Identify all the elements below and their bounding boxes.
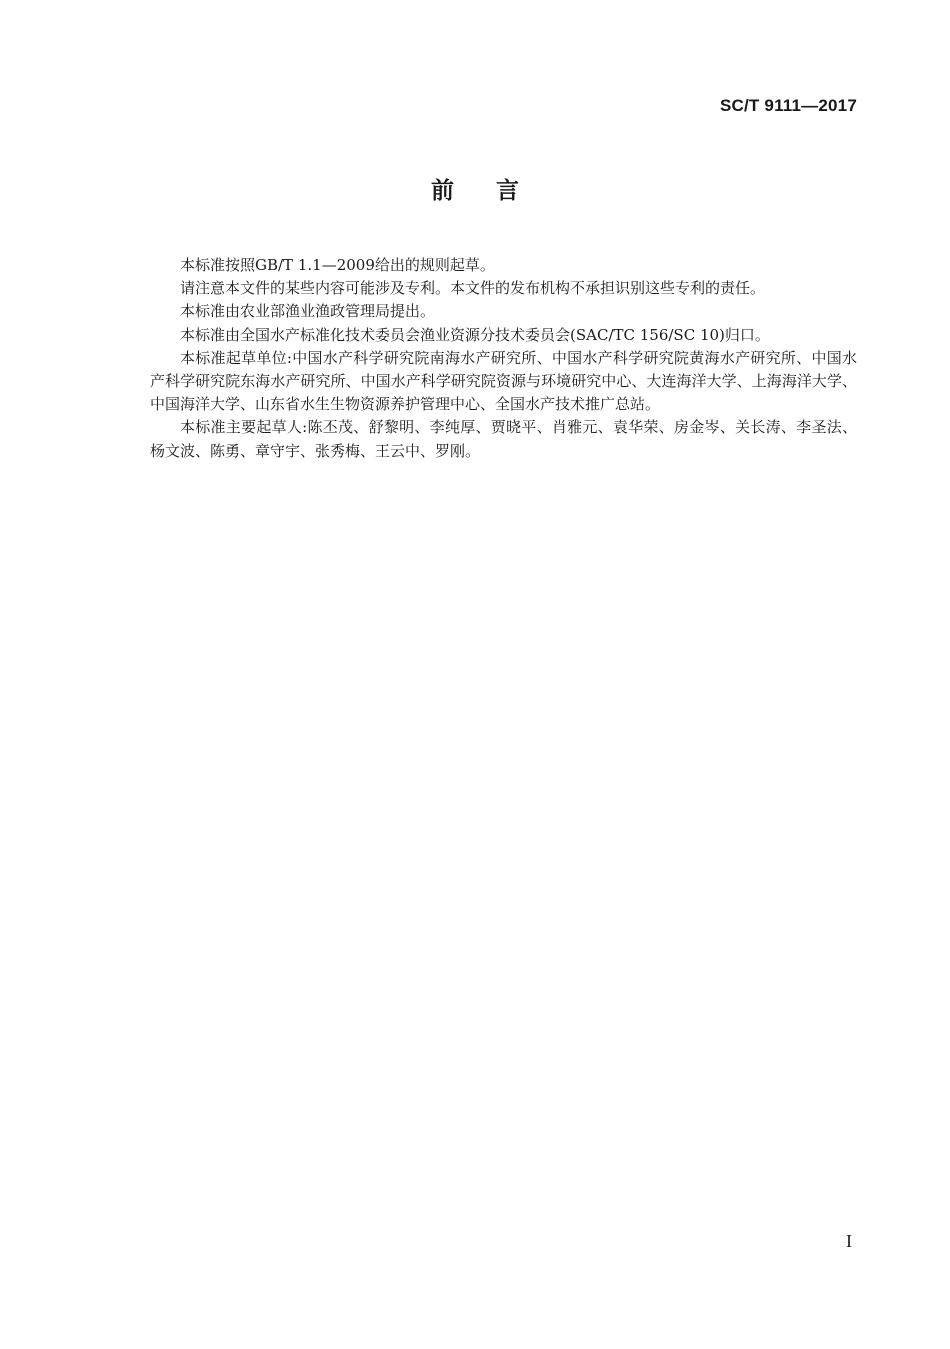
paragraph-under-jurisdiction: 本标准由全国水产标准化技术委员会渔业资源分技术委员会(SAC/TC 156/SC 10)归口。 [180, 325, 770, 344]
paragraph-patent-notice: 请注意本文件的某些内容可能涉及专利。本文件的发布机构不承担识别这些专利的责任。 [180, 279, 766, 298]
foreword-body [150, 254, 857, 463]
standard-code: SC/T 9111—2017 [719, 96, 857, 115]
paragraph-drafting-units: 本标准起草单位:中国水产科学研究院南海水产研究所、中国水产科学研究院黄海水产研究所、中国水产科学研究院东海水产研究所、中国水产科学研究院资源与环境研究中心、大连海洋大学、上海海洋大学、中国海洋大学、山东省水生生物资源养护管理中心、全国水产技术推广总站。 [150, 348, 857, 414]
page-number: I [846, 1231, 852, 1251]
paragraph-drafters: 本标准主要起草人:陈丕茂、舒黎明、李纯厚、贾晓平、肖雅元、袁华荣、房金岑、关长涛、李圣法、杨文波、陈勇、章守宇、张秀梅、王云中、罗刚。 [150, 418, 857, 460]
title-char-2: 言 [496, 178, 519, 204]
title-char-1: 前 [431, 178, 454, 204]
page-title [0, 172, 950, 205]
paragraph-proposed-by: 本标准由农业部渔业渔政管理局提出。 [180, 302, 436, 321]
paragraph-drafting-rules: 本标准按照GB/T 1.1—2009给出的规则起草。 [180, 256, 495, 274]
